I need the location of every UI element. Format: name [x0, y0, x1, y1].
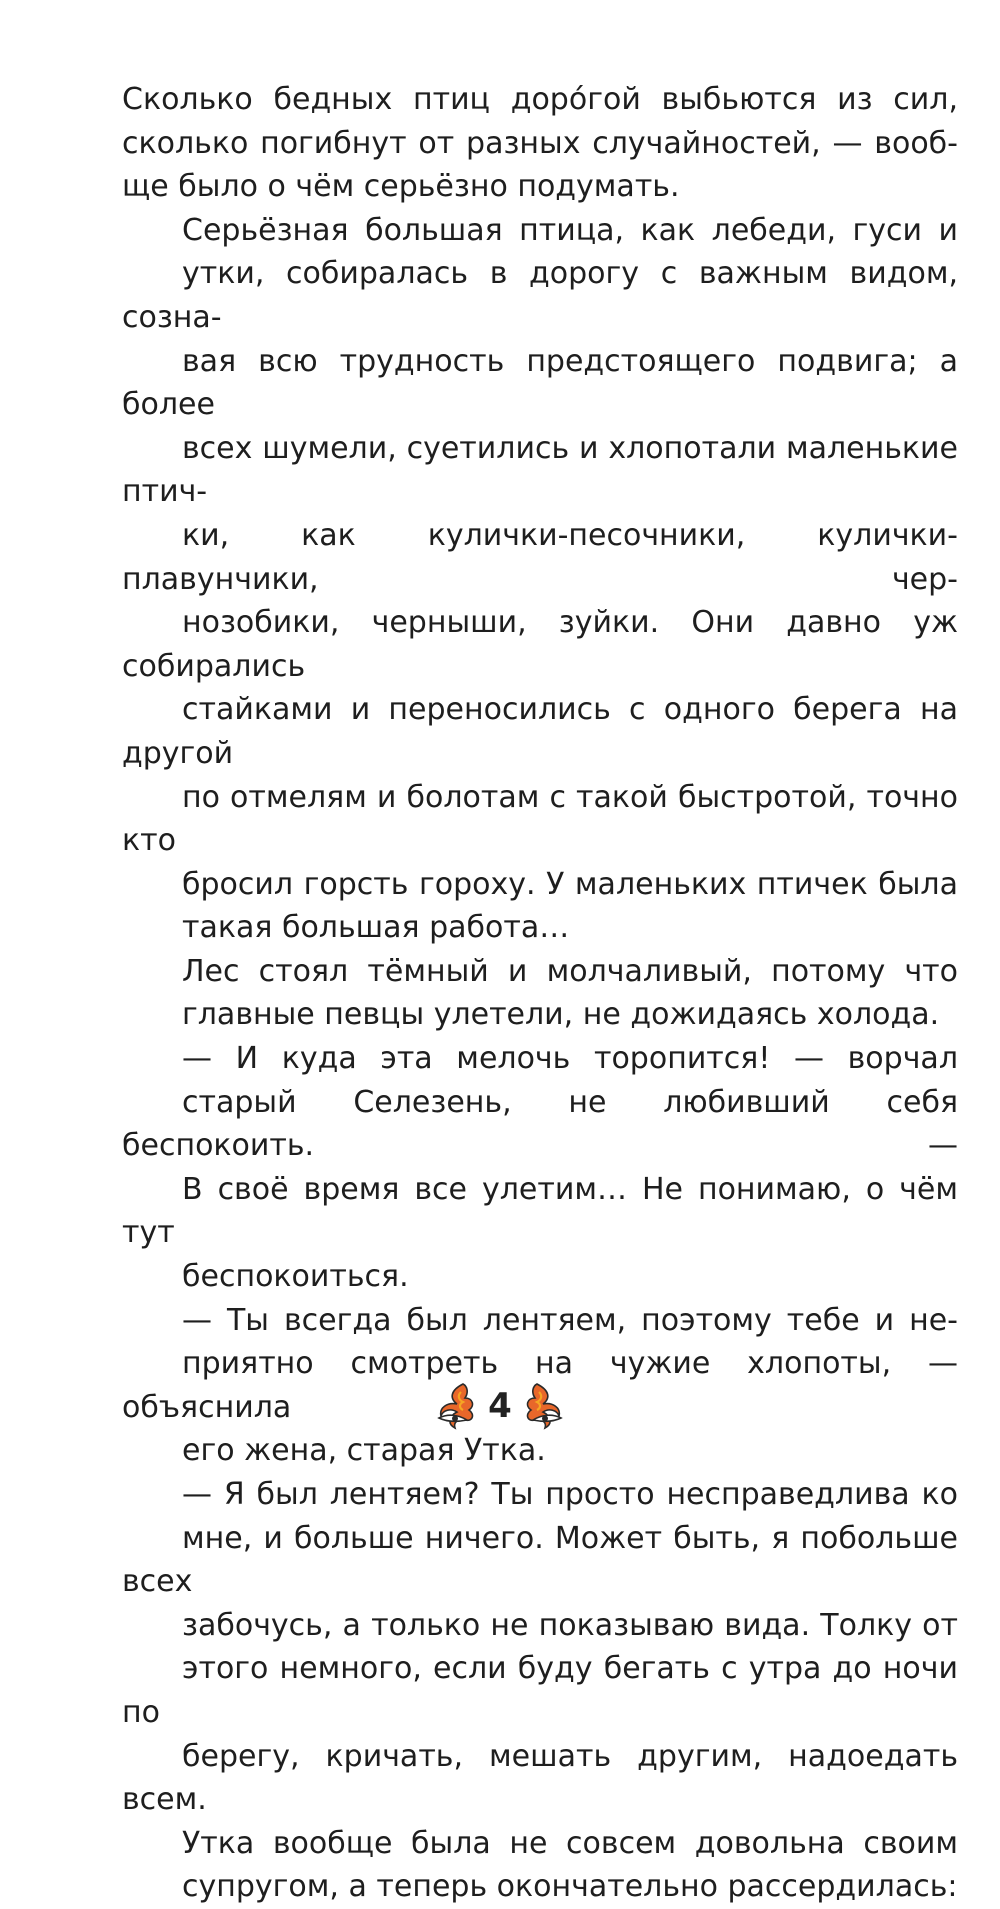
text-line: мне, и больше ничего. Может быть, я побольше всех	[122, 1520, 958, 1600]
text-line: вая всю трудность предстоящего подвига; а более	[122, 343, 958, 423]
text-line: забочусь, а только не показываю вида. Толку от	[182, 1607, 958, 1643]
text-line: такая большая работа…	[182, 910, 570, 946]
paragraph	[122, 78, 958, 209]
text-line: по отмелям и болотам с такой быстротой, точно кто	[122, 779, 958, 859]
text-line: стайками и переносились с одного берега на другой	[122, 692, 958, 771]
paragraph	[122, 1473, 958, 1822]
text-line: сколько погибнут от разных случайностей, — вооб-	[122, 125, 958, 161]
text-line: Лес стоял тёмный и молчаливый, потому что	[182, 953, 958, 989]
page-footer	[0, 1376, 1000, 1436]
text-line: его жена, старая Утка.	[182, 1433, 546, 1469]
text-line: ки, как кулички-песочники, кулички-плавунчики, чер-	[122, 517, 958, 597]
flame-ornament-right-icon	[521, 1380, 567, 1432]
paragraph	[122, 950, 958, 1037]
text-line: супругом, а теперь окончательно рассердилась:	[182, 1869, 958, 1905]
text-line: беспокоиться.	[182, 1259, 409, 1295]
text-line: — Ты всегда был лентяем, поэтому тебе и не-	[182, 1302, 958, 1338]
paragraph	[122, 209, 958, 950]
flame-ornament-left-icon	[433, 1380, 479, 1432]
text-line: Сколько бедных птиц доро́гой выбьются из сил,	[122, 82, 958, 117]
text-line: этого немного, если буду бегать с утра до ночи по	[122, 1651, 958, 1730]
text-line: — Я был лентяем? Ты просто несправедлива ко	[182, 1477, 958, 1512]
text-line: ще было о чём серьёзно подумать.	[122, 169, 680, 205]
text-line: приятно смотреть на чужие хлопоты, — объяснила	[122, 1346, 958, 1425]
page-number: 4	[488, 1386, 512, 1426]
paragraph	[122, 1037, 958, 1299]
text-line: нозобики, черныши, зуйки. Они давно уж собирались	[122, 605, 958, 684]
text-line: главные певцы улетели, не дожидаясь холода.	[182, 997, 940, 1033]
text-line: утки, собиралась в дорогу с важным видом, созна-	[122, 256, 958, 335]
text-line: всех шумели, суетились и хлопотали маленькие птич-	[122, 430, 958, 510]
paragraph	[122, 1822, 958, 1909]
text-line: бросил горсть гороху. У маленьких птичек была	[182, 866, 958, 902]
text-line: Утка вообще была не совсем довольна своим	[182, 1825, 958, 1861]
story-text	[122, 78, 958, 1909]
text-line: берегу, кричать, мешать другим, надоедать всем.	[122, 1738, 958, 1818]
text-line: В своё время все улетим… Не понимаю, о чём тут	[122, 1171, 958, 1251]
text-line: — И куда эта мелочь торопится! — ворчал	[182, 1041, 958, 1077]
text-line: старый Селезень, не любивший себя беспокоить. —	[122, 1084, 958, 1164]
text-line: Серьёзная большая птица, как лебеди, гуси и	[182, 212, 958, 248]
